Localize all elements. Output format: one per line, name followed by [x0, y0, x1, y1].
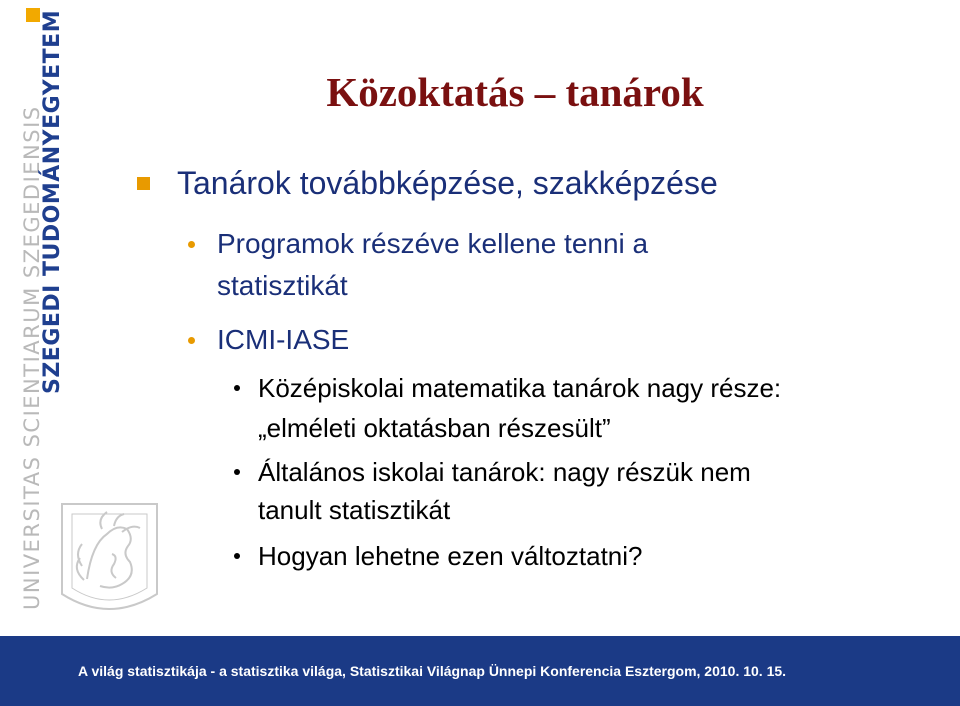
bullet-text: tanult statisztikát: [258, 495, 451, 525]
latin-motto-text: UNIVERSITAS SCIENTIARUM SZEGEDIENSIS: [20, 105, 44, 610]
university-name-text: SZEGEDI TUDOMÁNYEGYETEM: [40, 9, 65, 394]
logo-square: [26, 8, 40, 22]
university-seal-icon: [52, 484, 167, 619]
bullet-text: Programok részéve kellene tenni a: [217, 228, 649, 259]
slide-title: Közoktatás – tanárok: [326, 69, 704, 115]
bullet-text: Tanárok továbbképzése, szakképzése: [177, 165, 718, 201]
footer-bar: [0, 636, 960, 706]
bullet-text: „elméleti oktatásban részesült”: [258, 413, 611, 443]
bullet-text: statisztikát: [217, 270, 348, 301]
square-bullet-icon: [137, 177, 150, 190]
dot-bullet-icon: [188, 241, 195, 248]
bullet-text: Középiskolai matematika tanárok nagy része:: [258, 373, 782, 403]
dot-bullet-icon: [188, 337, 195, 344]
dot-bullet-icon: [234, 469, 240, 475]
dot-bullet-icon: [234, 553, 240, 559]
footer-text: A világ statisztikája - a statisztika világa, Statisztikai Világnap Ünnepi Konferencia Esztergom, 2010. 10. 15.: [78, 663, 787, 679]
bullet-text: Általános iskolai tanárok: nagy részük nem: [258, 457, 751, 487]
bullet-text: ICMI-IASE: [217, 324, 350, 355]
bullet-text: Hogyan lehetne ezen változtatni?: [258, 541, 643, 571]
dot-bullet-icon: [234, 385, 240, 391]
